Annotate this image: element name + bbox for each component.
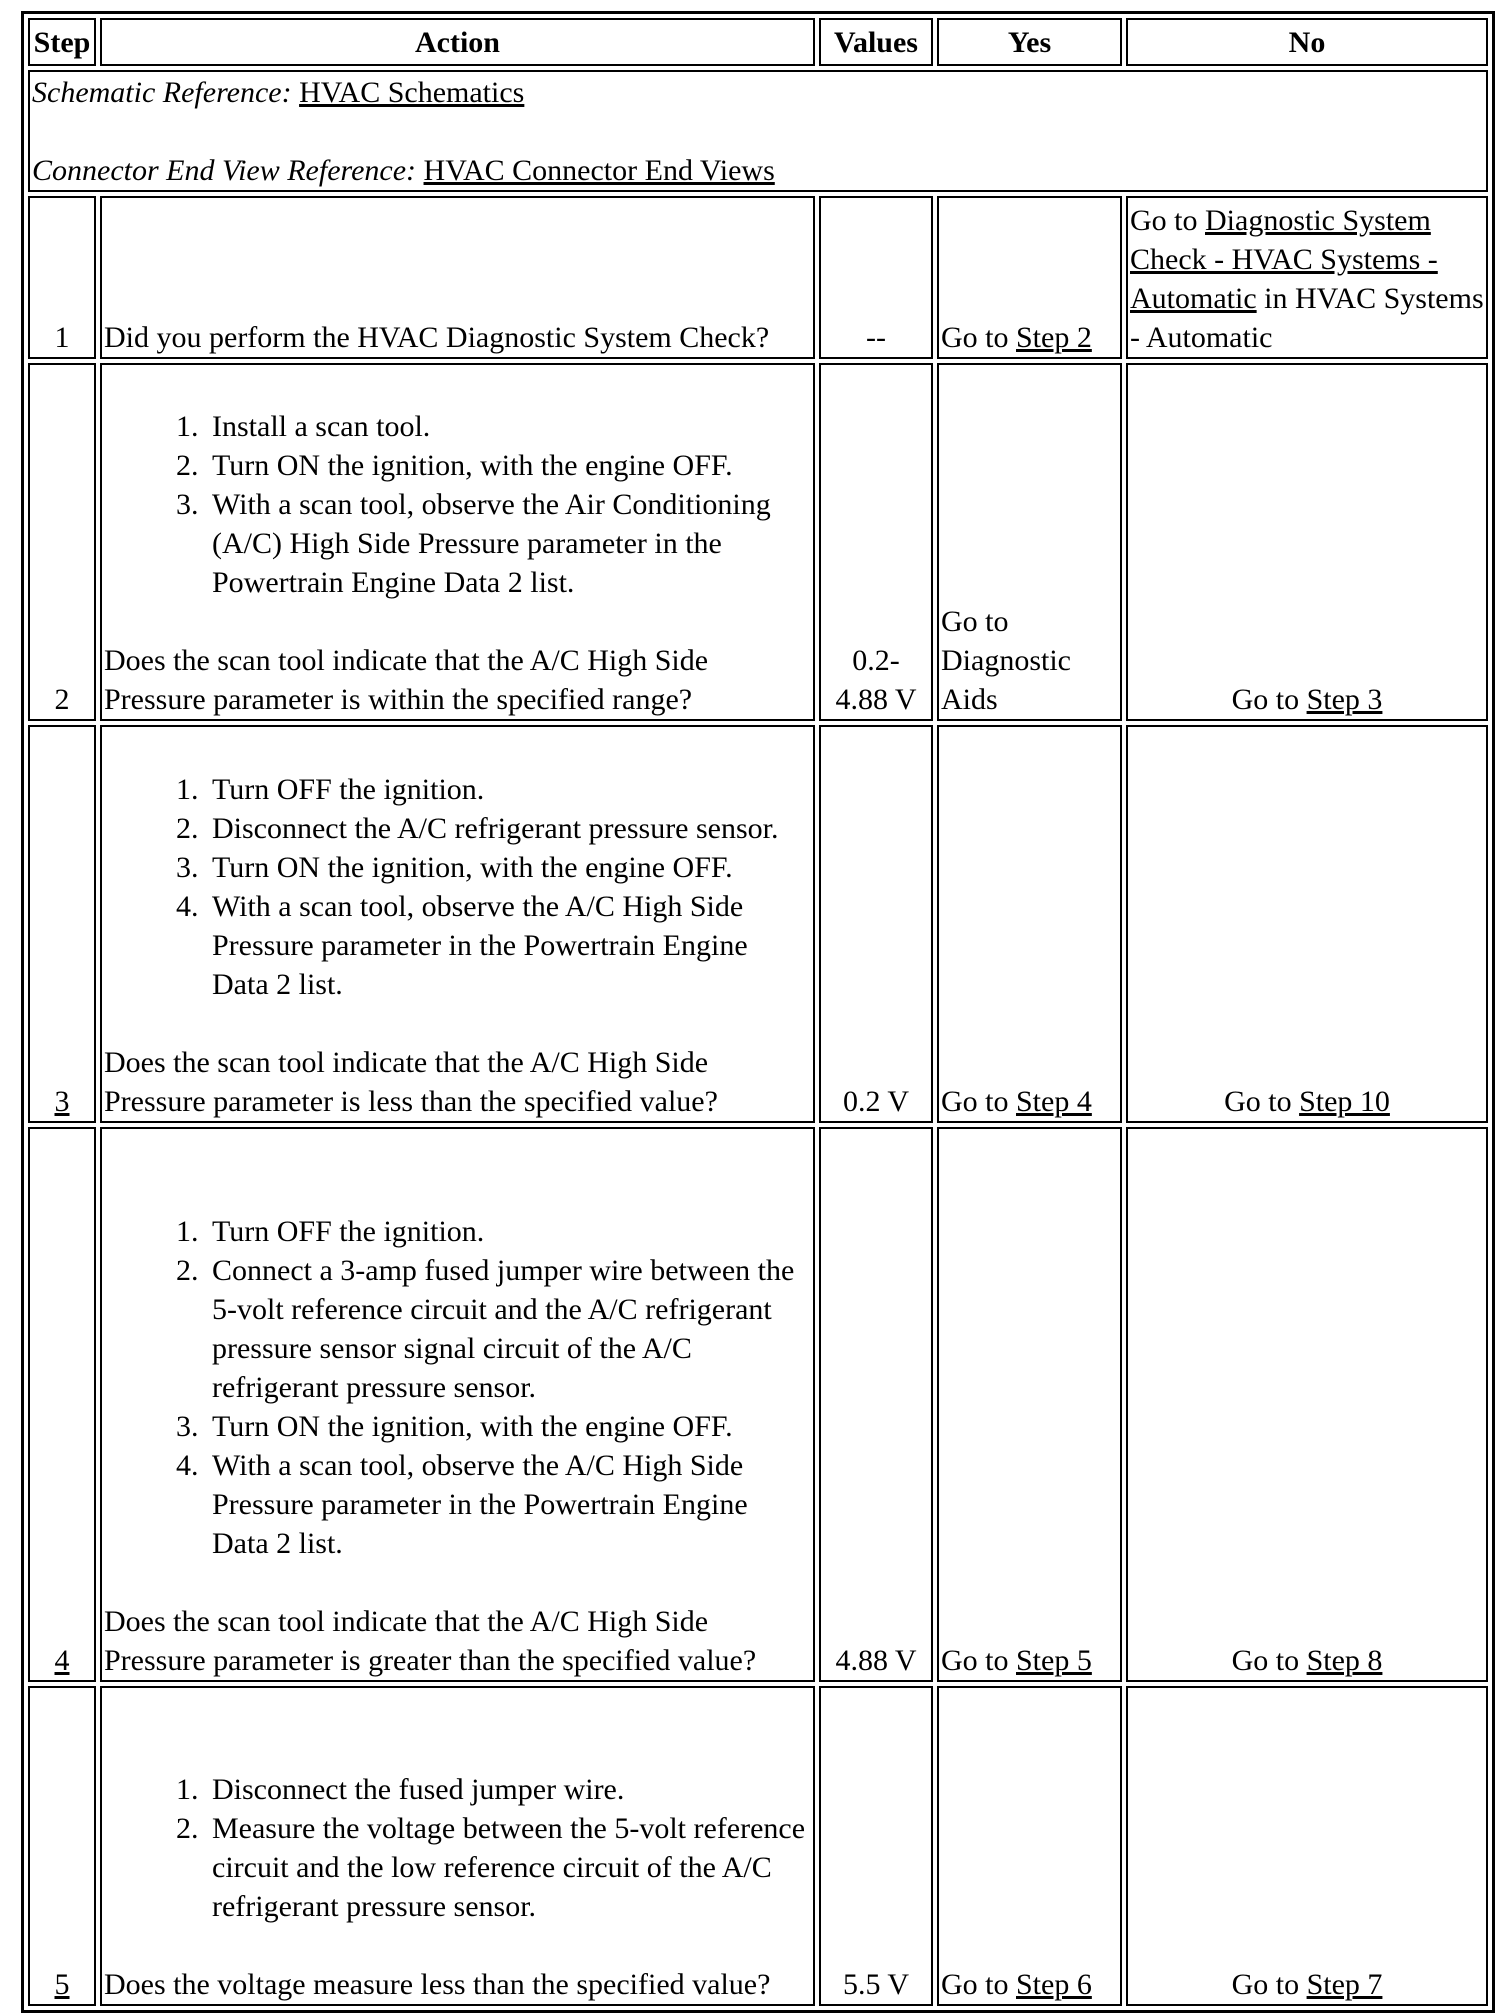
go-to-text: Go to (941, 1085, 1009, 1118)
action-list (104, 1212, 811, 1563)
no-cell (1126, 1686, 1488, 2006)
step-number[interactable]: 5 (28, 1686, 96, 2006)
go-to-text: Go to (941, 1968, 1009, 2001)
yes-link[interactable]: Step 2 (1016, 321, 1092, 354)
step-number[interactable]: 4 (28, 1127, 96, 1682)
yes-link[interactable]: Step 6 (1016, 1968, 1092, 2001)
header-values: Values (819, 18, 933, 66)
value-cell: -- (819, 196, 933, 359)
step-question: Does the scan tool indicate that the A/C High Side Pressure parameter is less than the specified value? (104, 1046, 718, 1118)
action-item: 1. Turn OFF the ignition. (206, 1212, 811, 1251)
no-link[interactable]: Step 7 (1306, 1968, 1383, 2001)
table-row (28, 1127, 1488, 1682)
step-number[interactable]: 3 (28, 725, 96, 1123)
step-question: Does the scan tool indicate that the A/C High Side Pressure parameter is greater than the specified value? (104, 1605, 757, 1677)
go-to-text: Go to (941, 321, 1009, 354)
reference-cell (28, 70, 1488, 192)
yes-link[interactable]: Diagnostic Aids (941, 644, 1071, 716)
diagnostic-table (21, 11, 1495, 2013)
reference-row (28, 70, 1488, 192)
go-to-text: Go to (1231, 683, 1300, 716)
yes-link[interactable]: Step 4 (1016, 1085, 1092, 1118)
step-question: Does the voltage measure less than the specified value? (104, 1968, 771, 2001)
go-to-text: Go to (941, 605, 1009, 638)
action-item: 2. Measure the voltage between the 5-volt reference circuit and the low reference circuit of the A/C refrigerant pressure sensor. (206, 1809, 811, 1926)
go-to-text: Go to (1231, 1644, 1300, 1677)
action-item: 3. Turn ON the ignition, with the engine OFF. (206, 848, 811, 887)
step-number: 1 (28, 196, 96, 359)
no-cell (1126, 725, 1488, 1123)
action-cell (100, 1686, 815, 2006)
step-question: Does the scan tool indicate that the A/C High Side Pressure parameter is within the specified range? (104, 644, 709, 716)
action-item: 2. Disconnect the A/C refrigerant pressure sensor. (206, 809, 811, 848)
value-cell: 4.88 V (819, 1127, 933, 1682)
no-cell (1126, 1127, 1488, 1682)
no-link[interactable]: Diagnostic System Check - HVAC Systems - Automatic (1130, 204, 1438, 315)
go-to-text: Go to (1231, 1968, 1300, 2001)
yes-cell (937, 196, 1122, 359)
action-item: 4. With a scan tool, observe the A/C High Side Pressure parameter in the Powertrain Engine Data 2 list. (206, 1446, 811, 1563)
table-row (28, 1686, 1488, 2006)
action-item: 3. Turn ON the ignition, with the engine OFF. (206, 1407, 811, 1446)
header-row (28, 18, 1488, 66)
go-to-text: Go to (1224, 1085, 1292, 1118)
header-no: No (1126, 18, 1488, 66)
value-cell: 5.5 V (819, 1686, 933, 2006)
no-link[interactable]: Step 8 (1306, 1644, 1383, 1677)
schematic-reference-label: Schematic Reference: (32, 76, 292, 109)
header-yes: Yes (937, 18, 1122, 66)
action-cell (100, 1127, 815, 1682)
action-list (104, 770, 811, 1004)
action-item: 3. With a scan tool, observe the Air Conditioning (A/C) High Side Pressure parameter in the Powertrain Engine Data 2 list. (206, 485, 811, 602)
no-suffix-text: in HVAC Systems - Automatic (1130, 282, 1484, 354)
yes-cell (937, 1127, 1122, 1682)
yes-cell (937, 725, 1122, 1123)
no-cell (1126, 363, 1488, 721)
go-to-text: Go to (941, 1644, 1009, 1677)
go-to-text: Go to (1130, 204, 1198, 237)
value-cell: 0.2- 4.88 V (819, 363, 933, 721)
header-action: Action (100, 18, 815, 66)
action-list (104, 1770, 811, 1926)
action-list (104, 407, 811, 602)
hvac-schematics-link[interactable]: HVAC Schematics (299, 76, 525, 109)
yes-cell (937, 1686, 1122, 2006)
action-item: 2. Connect a 3-amp fused jumper wire between the 5-volt reference circuit and the A/C refrigerant pressure sensor signal circuit of the A/C refrigerant pressure sensor. (206, 1251, 811, 1407)
action-item: 1. Disconnect the fused jumper wire. (206, 1770, 811, 1809)
header-step: Step (28, 18, 96, 66)
table-row (28, 725, 1488, 1123)
action-cell (100, 363, 815, 721)
action-item: 1. Turn OFF the ignition. (206, 770, 811, 809)
action-cell (100, 196, 815, 359)
step-number: 2 (28, 363, 96, 721)
hvac-connector-end-views-link[interactable]: HVAC Connector End Views (423, 154, 775, 187)
table-row (28, 196, 1488, 359)
no-link[interactable]: Step 3 (1306, 683, 1383, 716)
yes-cell (937, 363, 1122, 721)
action-item: 4. With a scan tool, observe the A/C High Side Pressure parameter in the Powertrain Engine Data 2 list. (206, 887, 811, 1004)
step-question: Did you perform the HVAC Diagnostic System Check? (104, 321, 770, 354)
value-cell: 0.2 V (819, 725, 933, 1123)
no-link[interactable]: Step 10 (1299, 1085, 1390, 1118)
action-item: 2. Turn ON the ignition, with the engine OFF. (206, 446, 811, 485)
table-row (28, 363, 1488, 721)
action-item: 1. Install a scan tool. (206, 407, 811, 446)
no-cell (1126, 196, 1488, 359)
yes-link[interactable]: Step 5 (1016, 1644, 1092, 1677)
action-cell (100, 725, 815, 1123)
connector-reference-label: Connector End View Reference: (32, 154, 417, 187)
